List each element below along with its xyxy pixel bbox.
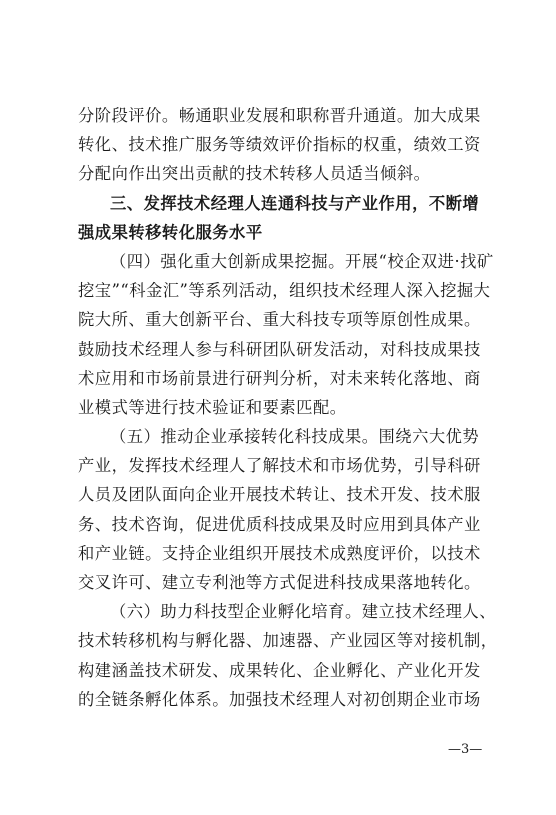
text-line: 人员及团队面向企业开展技术转让、技术开发、技术服 — [78, 485, 481, 505]
text-line: 业模式等进行技术验证和要素匹配。 — [78, 397, 347, 417]
text-line: 转化、技术推广服务等绩效评价指标的权重，绩效工资 — [78, 135, 481, 155]
text-line: 挖宝”“科金汇”等系列活动，组织技术经理人深入挖掘大 — [78, 281, 491, 301]
text-line: 分阶段评价。畅通职业发展和职称晋升通道。加大成果 — [78, 106, 481, 125]
text-line: （四）强化重大创新成果挖掘。开展“校企双进·找矿 — [110, 251, 494, 271]
text-line: 务、技术咨询，促进优质科技成果及时应用到具体产业 — [78, 514, 481, 534]
text-line: （六）助力科技型企业孵化培育。建立技术经理人、 — [110, 602, 496, 622]
text-line: 技术转移机构与孵化器、加速器、产业园区等对接机制， — [78, 631, 498, 651]
text-line: 的全链条孵化体系。加强技术经理人对初创期企业市场 — [78, 689, 481, 709]
text-line: 和产业链。支持企业组织开展技术成熟度评价，以技术 — [78, 543, 481, 563]
text-line: 鼓励技术经理人参与科研团队研发活动，对科技成果技 — [78, 339, 481, 359]
text-line: （五）推动企业承接转化科技成果。围绕六大优势 — [110, 427, 480, 447]
text-line: 产业，发挥技术经理人了解技术和市场优势，引导科研 — [78, 456, 481, 476]
text-line: 交叉许可、建立专利池等方式促进科技成果落地转化。 — [78, 573, 481, 592]
section-heading-line: 强成果转移转化服务水平 — [78, 222, 263, 242]
body-text — [78, 101, 498, 714]
text-line: 构建涵盖技术研发、成果转化、企业孵化、产业化开发 — [78, 660, 481, 680]
text-line: 院大所、重大创新平台、重大科技专项等原创性成果。 — [78, 310, 481, 330]
section-heading-line: 三、发挥技术经理人连通科技与产业作用，不断增 — [110, 193, 480, 213]
text-line: 术应用和市场前景进行研判分析，对未来转化落地、商 — [78, 368, 481, 388]
page-number: —3— — [448, 742, 483, 757]
text-line: 分配向作出突出贡献的技术转移人员适当倾斜。 — [78, 164, 431, 184]
